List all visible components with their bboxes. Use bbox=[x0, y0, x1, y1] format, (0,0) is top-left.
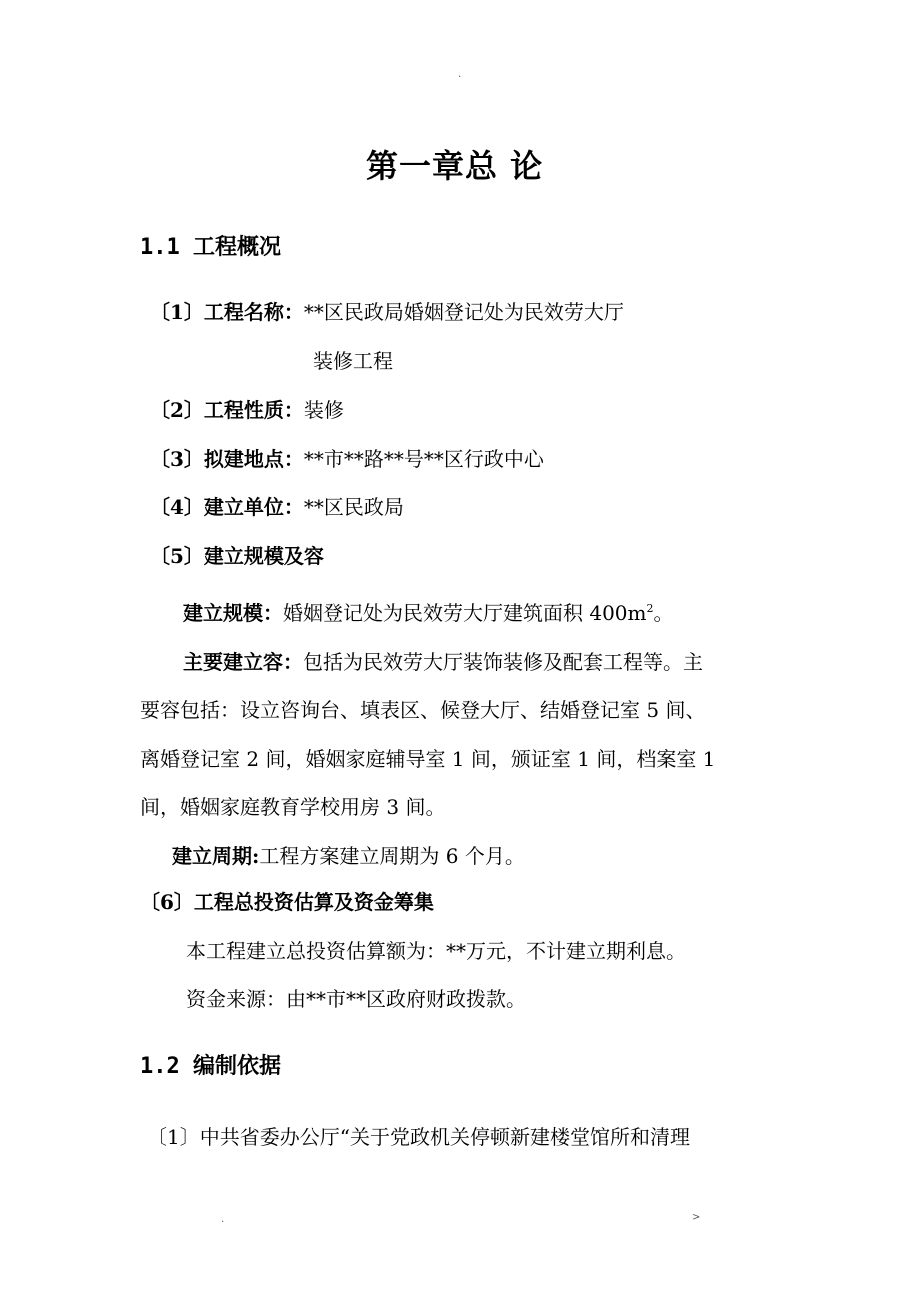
item-project-name-continuation: 装修工程 bbox=[313, 349, 393, 373]
item-location bbox=[150, 445, 544, 473]
scale-sup: 2 bbox=[646, 602, 654, 615]
item-project-name bbox=[150, 298, 624, 326]
scale-label: 建立规模： bbox=[183, 601, 283, 625]
period-label: 建立周期: bbox=[172, 844, 260, 868]
investment-line-2: 资金来源：由**市**区政府财政拨款。 bbox=[186, 987, 526, 1011]
content-line-4: 间，婚姻家庭教育学校用房 3 间。 bbox=[140, 795, 446, 819]
content-label: 主要建立容： bbox=[183, 650, 303, 674]
item-value: **市**路**号**区行政中心 bbox=[303, 447, 544, 471]
investment-line-1: 本工程建立总投资估算额为：**万元，不计建立期利息。 bbox=[186, 939, 686, 963]
footer-mark: > bbox=[692, 1212, 701, 1223]
investment-heading: 〔6〕工程总投资估算及资金筹集 bbox=[140, 890, 434, 914]
item-project-nature bbox=[150, 396, 344, 424]
item-scale-heading: 〔5〕建立规模及容 bbox=[150, 544, 324, 568]
scale-text: 婚姻登记处为民效劳大厅建筑面积 400m bbox=[283, 601, 647, 625]
item-label: 〔1〕工程名称： bbox=[150, 300, 304, 324]
scale-end: 。 bbox=[653, 601, 674, 625]
item-label: 〔4〕建立单位： bbox=[150, 495, 304, 519]
content-line-1 bbox=[183, 648, 703, 676]
period-text: 工程方案建立周期为 6 个月。 bbox=[259, 844, 525, 868]
section-heading-1-2: 1.2 编制依据 bbox=[140, 1054, 281, 1079]
basis-item-1: 〔1〕中共省委办公厅“关于党政机关停顿新建楼堂馆所和清理 bbox=[147, 1125, 690, 1149]
content-text: 包括为民效劳大厅装饰装修及配套工程等。主 bbox=[303, 650, 703, 674]
content-line-3: 离婚登记室 2 间，婚姻家庭辅导室 1 间，颁证室 1 间，档案室 1 bbox=[140, 747, 716, 771]
item-label: 〔3〕拟建地点： bbox=[150, 447, 304, 471]
item-value: **区民政局 bbox=[303, 495, 404, 519]
footer-dot: . bbox=[221, 1214, 225, 1225]
section-heading-1-1: 1.1 工程概况 bbox=[140, 235, 281, 260]
header-dot: . bbox=[458, 69, 462, 80]
period-paragraph bbox=[172, 842, 525, 870]
item-value: 装修 bbox=[303, 398, 344, 422]
item-label: 〔2〕工程性质： bbox=[150, 398, 304, 422]
item-builder bbox=[150, 493, 404, 521]
chapter-title: 第一章总 论 bbox=[366, 147, 544, 185]
item-value: **区民政局婚姻登记处为民效劳大厅 bbox=[303, 300, 624, 324]
scale-paragraph bbox=[183, 599, 674, 627]
content-line-2: 要容包括：设立咨询台、填表区、候登大厅、结婚登记室 5 间、 bbox=[140, 698, 706, 722]
